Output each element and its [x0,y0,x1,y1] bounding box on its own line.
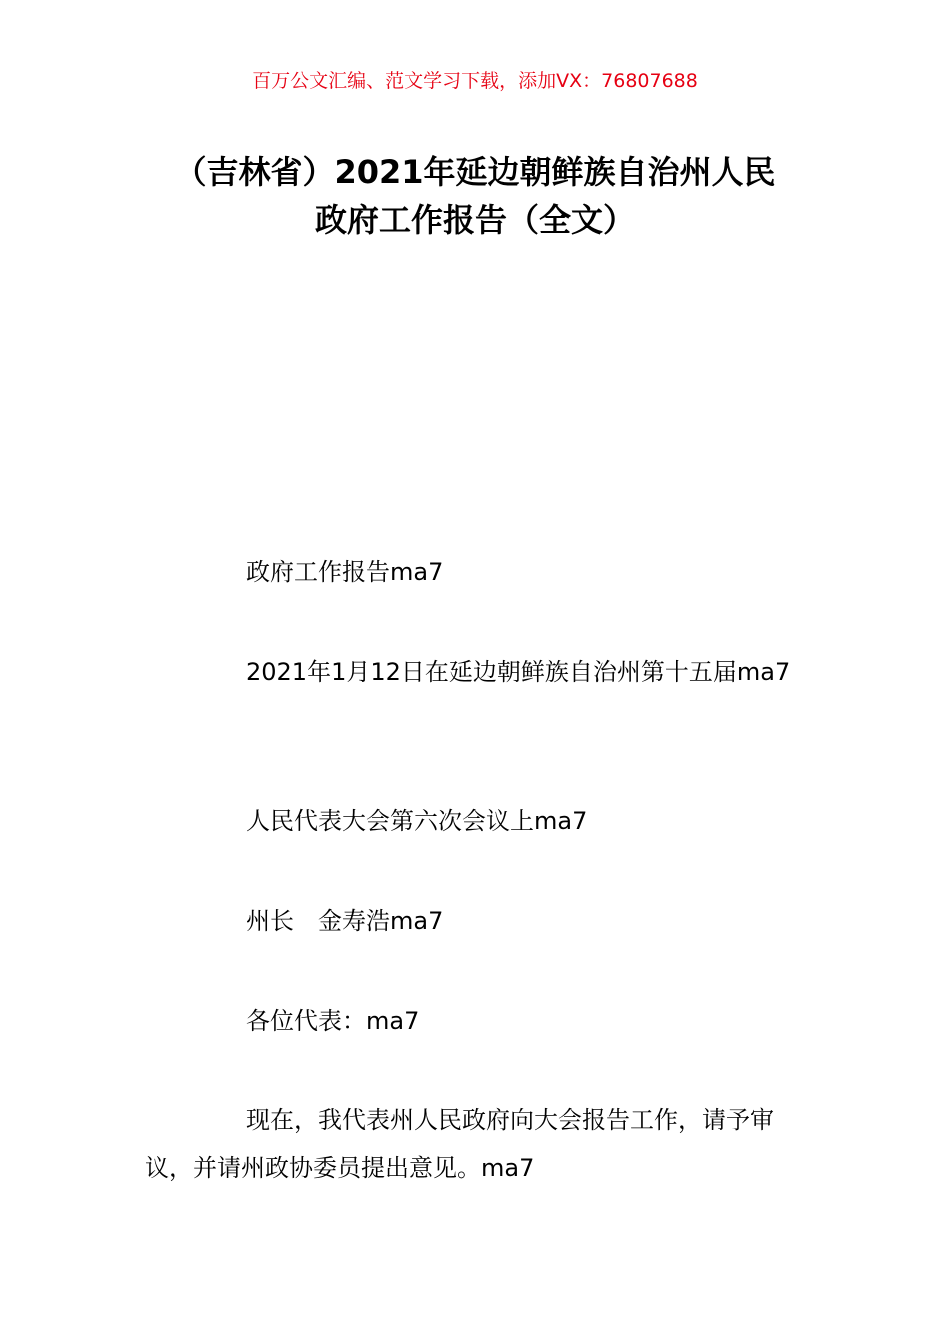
paragraph-meeting: 人民代表大会第六次会议上ma7 [246,807,588,835]
paragraph-date-venue: 2021年1月12日在延边朝鲜族自治州第十五届ma7 [246,658,791,686]
title-line-1: （吉林省）2021年延边朝鲜族自治州人民 [174,153,776,191]
paragraph-report-label: 政府工作报告ma7 [246,558,444,586]
paragraph-speaker: 州长 金寿浩ma7 [246,907,444,935]
paragraph-salutation: 各位代表：ma7 [246,1007,420,1035]
document-title [0,148,950,244]
header-promo-note: 百万公文汇编、范文学习下载，添加VX：76807688 [252,70,698,92]
paragraph-opening: 现在，我代表州人民政府向大会报告工作，请予审议，并请州政协委员提出意见。ma7 [145,1106,774,1182]
title-line-2: 政府工作报告（全文） [314,201,635,239]
